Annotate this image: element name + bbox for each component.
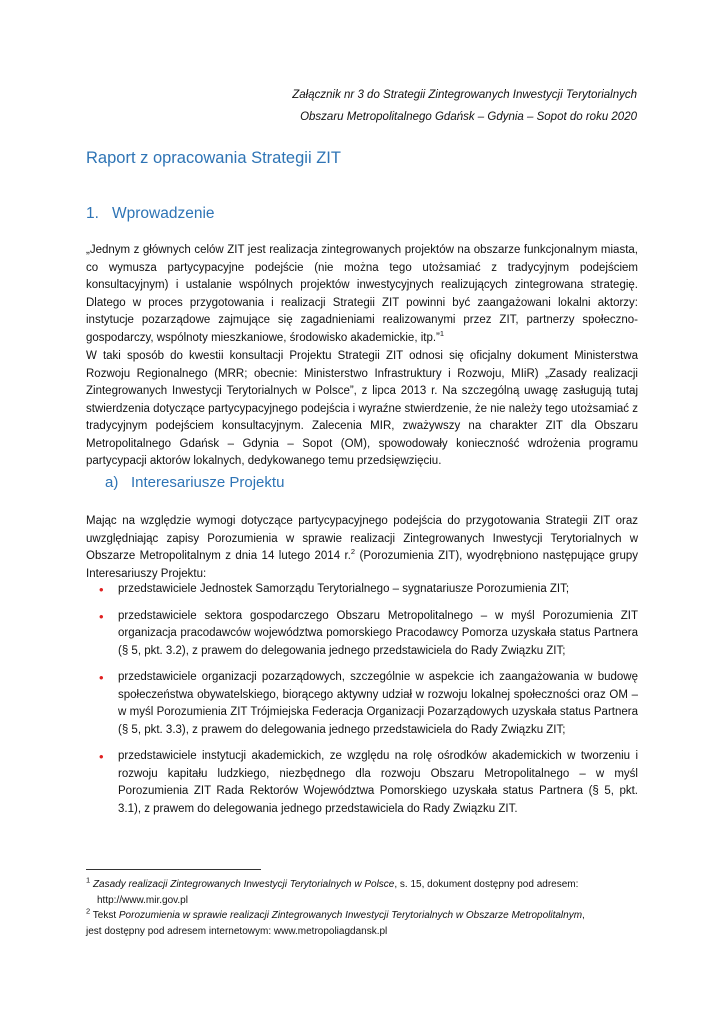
list-item-text: przedstawiciele instytucji akademickich, ze względu na rolę ośrodków akademickich w tworzeniu i rozwoju kapitału ludzkiego, niezbędnego dla rozwoju Obszaru Metropolitalnego – w myśl Porozumienia ZIT Rada Rektorów Województwa Pomorskiego uzyskała status Partnera (§ 5, pkt. 3.1), z prawem do delegowania jednego przedstawiciela do Rady Związku ZIT. [118, 750, 638, 815]
subsection-number: a) [105, 474, 119, 491]
footnote-mark: 2 [86, 906, 91, 916]
paragraph-text: Mając na względzie wymogi dotyczące partycypacyjnego podejścia do przygotowania Strategii ZIT oraz uwzględniając zapisy Porozumienia w sprawie realizacji Zintegrowanych Inwestycji Terytorialnych w Obszarze Metropolitalnym z dnia 14 lutego 2014 r. [86, 515, 638, 562]
bullet-icon: • [99, 582, 104, 597]
section-title: Wprowadzenie [112, 205, 215, 222]
bullet-icon: • [99, 608, 104, 624]
paragraph-text: W taki sposób do kwestii konsultacji Projektu Strategii ZIT odnosi się oficjalny dokument Ministerstwa Rozwoju Regionalnego (MRR; obecnie: Ministerstwo Infrastruktury i Rozwoju, MIiR) „Zasady realizacji Zintegrowanych Inwestycji Terytorialnych w Polsce”, z lipca 2013 r. Na szczególną uwagę zasługują tutaj stwierdzenia dotyczące partycypacyjnego podejścia i wyraźne stwierdzenie, że nie należy tego utożsamiać z tradycyjnym podejściem konsultacyjnym. Zalecenia MIR, zważywszy na charakter ZIT dla Obszaru Metropolitalnego Gdańsk – Gdynia – Sopot (OM), spowodowały konieczność wdrożenia programu partycypacji aktorów lokalnych, dedykowanego temu przedsięwzięciu. [86, 350, 638, 467]
footnote-link[interactable]: http://www.mir.gov.pl [97, 894, 188, 906]
document-header [97, 84, 637, 128]
list-item [86, 608, 638, 661]
list-item-text: przedstawiciele Jednostek Samorządu Terytorialnego – sygnatariusze Porozumienia ZIT; [118, 583, 570, 595]
stakeholder-list [86, 581, 638, 827]
document-title: Raport z opracowania Strategii ZIT [86, 149, 341, 167]
header-line-1: Załącznik nr 3 do Strategii Zintegrowanych Inwestycji Terytorialnych [292, 89, 637, 101]
subsection-heading-interesariusze [105, 474, 284, 491]
footnote-2-line-2: jest dostępny pod adresem internetowym: www.metropoliagdansk.pl [86, 925, 388, 937]
footnote-ref-2[interactable]: 2 [350, 547, 356, 557]
footnotes [86, 877, 646, 939]
subsection-title: Interesariusze Projektu [131, 474, 285, 491]
list-item [86, 669, 638, 739]
section-heading-wprowadzenie [86, 205, 215, 223]
paragraph-text-cont: (Porozumienia ZIT), wyodrębniono następujące grupy Interesariuszy Projektu: [86, 550, 639, 580]
list-item [86, 748, 638, 818]
footnote-title: Porozumienia w sprawie realizacji Zintegrowanych Inwestycji Terytorialnych w Obszarze Metropolitalnym [118, 910, 583, 921]
footnote-ref-1[interactable]: 1 [439, 328, 445, 338]
list-item-text: przedstawiciele sektora gospodarczego Obszaru Metropolitalnego – w myśl Porozumienia ZIT organizacja pracodawców województwa pomorskiego Pracodawcy Pomorza uzyskała status Partnera (§ 5, pkt. 3.2), z prawem do delegowania jednego przedstawiciela do Rady Związku ZIT; [118, 609, 638, 657]
footnote-mark: 1 [86, 875, 91, 885]
footnote-title: Zasady realizacji Zintegrowanych Inwestycji Terytorialnych w Polsce [92, 879, 395, 890]
footnote-text: Tekst [90, 910, 119, 921]
footnote-2 [86, 908, 646, 924]
bullet-icon: • [99, 749, 104, 764]
list-item-text: przedstawiciele organizacji pozarządowych, szczególnie w aspekcie ich zaangażowania w budowę społeczeństwa obywatelskiego, biorącego aktywny udział w rozwoju lokalnej społeczności oraz OM – w myśl Porozumienia ZIT Trójmiejska Federacja Organizacji Pozarządowych uzyskała status Partnera (§ 5, pkt. 3.3), z prawem do delegowania jednego przedstawiciela do Rady Związku ZIT; [118, 671, 638, 736]
paragraph-stakeholders-intro [86, 513, 638, 583]
paragraph-quote [86, 242, 638, 347]
footnote-text: , s. 15, dokument dostępny pod adresem: [394, 879, 579, 890]
header-line-2: Obszaru Metropolitalnego Gdańsk – Gdynia – Sopot do roku 2020 [300, 111, 637, 123]
section-number: 1. [86, 205, 99, 222]
bullet-icon: • [99, 670, 104, 685]
paragraph-consultation [86, 348, 638, 471]
footnote-divider [86, 869, 261, 870]
paragraph-text: „Jednym z głównych celów ZIT jest realizacja zintegrowanych projektów na obszarze funkcjonalnym miasta, co wymusza partycypacyjne podejście (nie można tego utożsamiać z tradycyjnym podejściem konsultacyjnym) i ustalanie wspólnych projektów inwestycyjnych realizujących zintegrowana strategię. Dlatego w proces przygotowania i realizacji Strategii ZIT powinni być zaangażowani lokalni aktorzy: instytucje pozarządowe zajmujące się zagadnieniami realizowanymi przez ZIT, partnerzy społeczno-gospodarczy, wspólnoty mieszkaniowe, środowisko akademickie, itp.” [86, 244, 638, 344]
footnote-text: , [582, 910, 585, 921]
list-item [86, 581, 638, 599]
footnote-1-url [86, 893, 646, 909]
footnote-1 [86, 877, 646, 893]
